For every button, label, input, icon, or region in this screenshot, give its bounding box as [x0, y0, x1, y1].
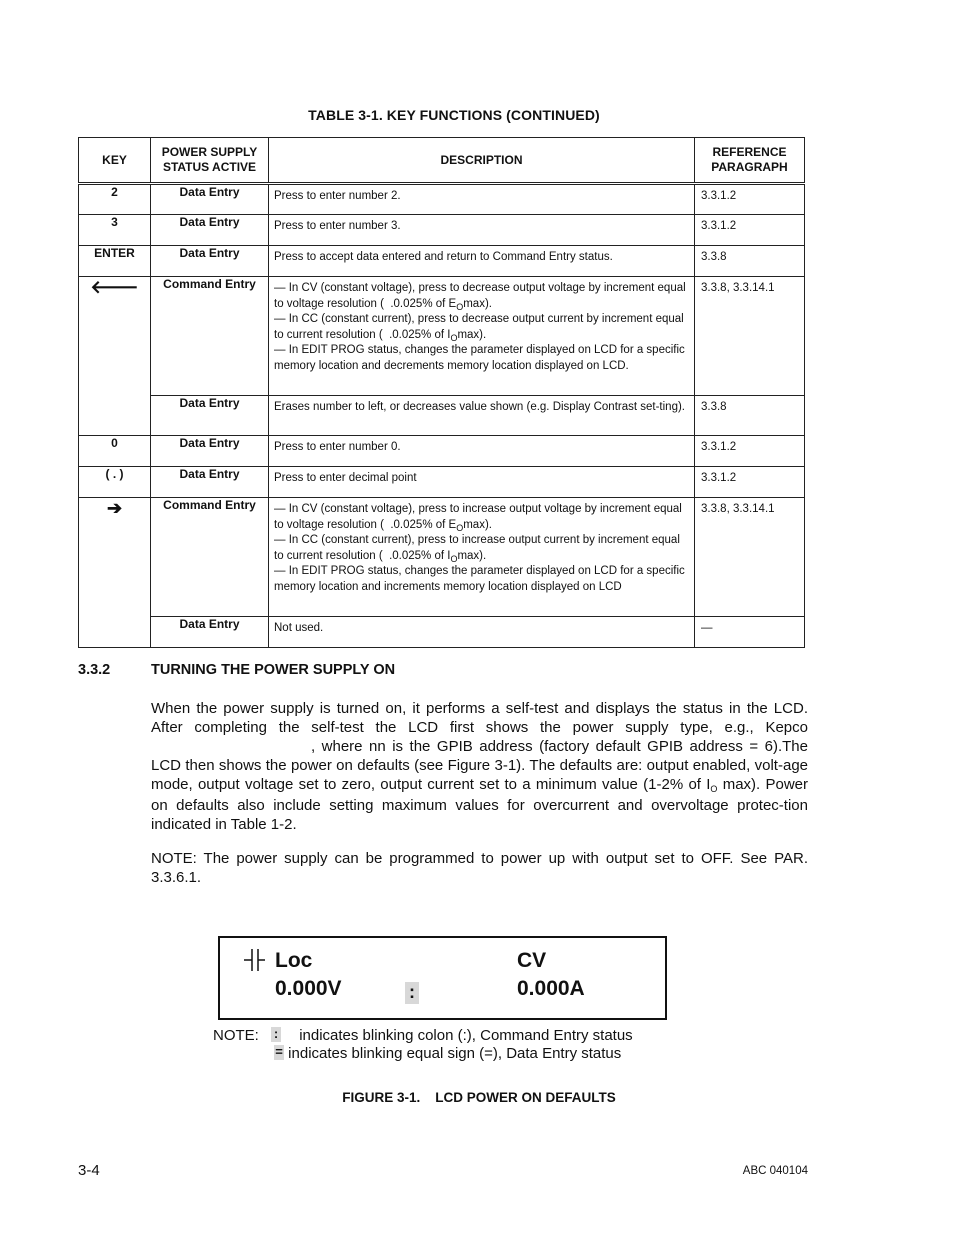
lcd-display [218, 936, 667, 1020]
desc-cv-max: max). [463, 297, 492, 310]
key-cell [79, 498, 151, 648]
note-label: NOTE: [213, 1027, 259, 1044]
paragraph-power-on [151, 699, 808, 834]
lcd-blinking-colon: : [405, 982, 419, 1004]
desc-line-edit: — In EDIT PROG status, changes the parameter displayed on LCD for a specific memory location and increments memory location displayed on LCD [274, 565, 685, 593]
desc-cc-max: max). [457, 328, 487, 341]
desc-cc-resolution: .0.025% of I [389, 549, 451, 562]
table-row [79, 277, 805, 396]
desc-line-cv: — In CV (constant voltage), press to decrease output voltage by increment equal to voltage resolution ( [274, 282, 686, 310]
paragraph-note: NOTE: The power supply can be programmed to power up with output set to OFF. See PAR. 3.3.6.1. [151, 850, 808, 886]
desc-cc-subscript: O [450, 553, 458, 564]
reference-cell: 3.3.8 [695, 396, 805, 436]
desc-cv-subscript: O [456, 301, 464, 312]
status-cell: Data Entry [151, 184, 269, 215]
header-description: DESCRIPTION [269, 138, 695, 184]
left-arrow-icon: 🡐 [90, 277, 139, 297]
reference-cell: 3.3.8, 3.3.14.1 [695, 498, 805, 617]
section-heading [78, 662, 395, 678]
status-cell: Data Entry [151, 467, 269, 498]
status-cell: Data Entry [151, 396, 269, 436]
desc-cv-resolution: .0.025% of E [390, 518, 457, 531]
desc-cc-max: max). [457, 549, 487, 562]
capacitor-icon [244, 947, 266, 973]
lcd-current: 0.000A [517, 977, 585, 1000]
desc-line-cc: — In CC (constant current), press to decrease output current by increment equal to current resolution ( [274, 313, 684, 341]
reference-cell: 3.3.1.2 [695, 215, 805, 246]
desc-cc-subscript: O [450, 332, 458, 343]
table-row [79, 498, 805, 617]
description-cell: Press to enter number 2. [269, 184, 695, 215]
note-line2: indicates blinking equal sign (=), Data Entry status [288, 1045, 622, 1062]
key-cell: 0 [79, 436, 151, 467]
reference-cell: 3.3.1.2 [695, 436, 805, 467]
description-cell [269, 277, 695, 396]
desc-cv-subscript: O [456, 522, 464, 533]
status-cell: Command Entry [151, 277, 269, 396]
figure-caption: FIGURE 3-1. LCD POWER ON DEFAULTS [342, 1090, 616, 1105]
header-reference [695, 138, 805, 184]
description-cell [269, 498, 695, 617]
paragraph-part-c: max). Power on defaults also include setting maximum values for overcurrent and overvoltage protec-tion indicated in Table 1-2. [151, 776, 808, 833]
header-status-line1: POWER SUPPLY [161, 145, 258, 159]
description-cell: Press to enter decimal point [269, 467, 695, 498]
desc-line-edit: — In EDIT PROG status, changes the parameter displayed on LCD for a specific memory location and decrements memory location displayed on LCD. [274, 344, 685, 372]
status-cell: Data Entry [151, 617, 269, 648]
key-cell: 3 [79, 215, 151, 246]
table-row [79, 246, 805, 277]
reference-cell: 3.3.8 [695, 246, 805, 277]
status-cell: Command Entry [151, 498, 269, 617]
table-row [79, 467, 805, 498]
header-status [151, 138, 269, 184]
status-cell: Data Entry [151, 436, 269, 467]
lcd-loc: Loc [275, 949, 313, 972]
table-row [79, 215, 805, 246]
note-equal-box: = [275, 1044, 283, 1059]
table-row [79, 184, 805, 215]
table-row [79, 396, 805, 436]
table-row [79, 436, 805, 467]
paragraph-part-a: When the power supply is turned on, it performs a self-test and displays the status in the LCD. After completing the self-test the LCD first shows the power supply type, e.g., Kepco [151, 700, 808, 736]
reference-cell: — [695, 617, 805, 648]
key-cell: 2 [79, 184, 151, 215]
key-cell: ENTER [79, 246, 151, 277]
description-cell: Press to enter number 0. [269, 436, 695, 467]
reference-cell: 3.3.1.2 [695, 467, 805, 498]
lcd-voltage: 0.000V [275, 977, 342, 1000]
header-key: KEY [79, 138, 151, 184]
note-line1: indicates blinking colon (:), Command Entry status [299, 1027, 633, 1044]
header-status-line2: STATUS ACTIVE [162, 160, 257, 174]
desc-cv-resolution: .0.025% of E [390, 297, 457, 310]
description-cell: Not used. [269, 617, 695, 648]
note-colon-box: : [271, 1027, 281, 1042]
right-arrow-icon: ➔ [106, 498, 123, 518]
status-cell: Data Entry [151, 215, 269, 246]
key-functions-table [78, 137, 805, 648]
desc-line-cv: — In CV (constant voltage), press to increase output voltage by increment equal to voltage resolution ( [274, 503, 682, 531]
reference-cell: 3.3.1.2 [695, 184, 805, 215]
key-cell [79, 277, 151, 436]
table-header-row [79, 138, 805, 184]
page-number: 3-4 [78, 1162, 100, 1179]
table-title: TABLE 3-1. KEY FUNCTIONS (CONTINUED) [308, 107, 600, 123]
document-id: ABC 040104 [742, 1165, 808, 1177]
paragraph-part-b: , where nn is the GPIB address (factory default GPIB address = 6).The LCD then shows the power on defaults (see Figure 3-1). The defaults are: output enabled, volt-age mode, output voltage set to zero, output current set to a minimum value (1-2% of I [151, 738, 808, 793]
note-line-equal [274, 1045, 621, 1062]
description-cell: Press to accept data entered and return to Command Entry status. [269, 246, 695, 277]
header-ref-line1: REFERENCE [712, 145, 787, 159]
description-cell: Erases number to left, or decreases value shown (e.g. Display Contrast set-ting). [269, 396, 695, 436]
lcd-mode: CV [517, 949, 547, 972]
key-cell: ( . ) [79, 467, 151, 498]
desc-cc-resolution: .0.025% of I [389, 328, 451, 341]
description-cell: Press to enter number 3. [269, 215, 695, 246]
reference-cell: 3.3.8, 3.3.14.1 [695, 277, 805, 396]
header-ref-line2: PARAGRAPH [711, 160, 788, 174]
desc-cv-max: max). [463, 518, 492, 531]
section-number: 3.3.2 [78, 662, 111, 678]
table-row [79, 617, 805, 648]
desc-line-cc: — In CC (constant current), press to increase output current by increment equal to current resolution ( [274, 534, 680, 562]
section-title: TURNING THE POWER SUPPLY ON [151, 662, 396, 678]
paragraph-subscript: O [710, 784, 718, 794]
status-cell: Data Entry [151, 246, 269, 277]
note-line-colon [213, 1027, 633, 1044]
